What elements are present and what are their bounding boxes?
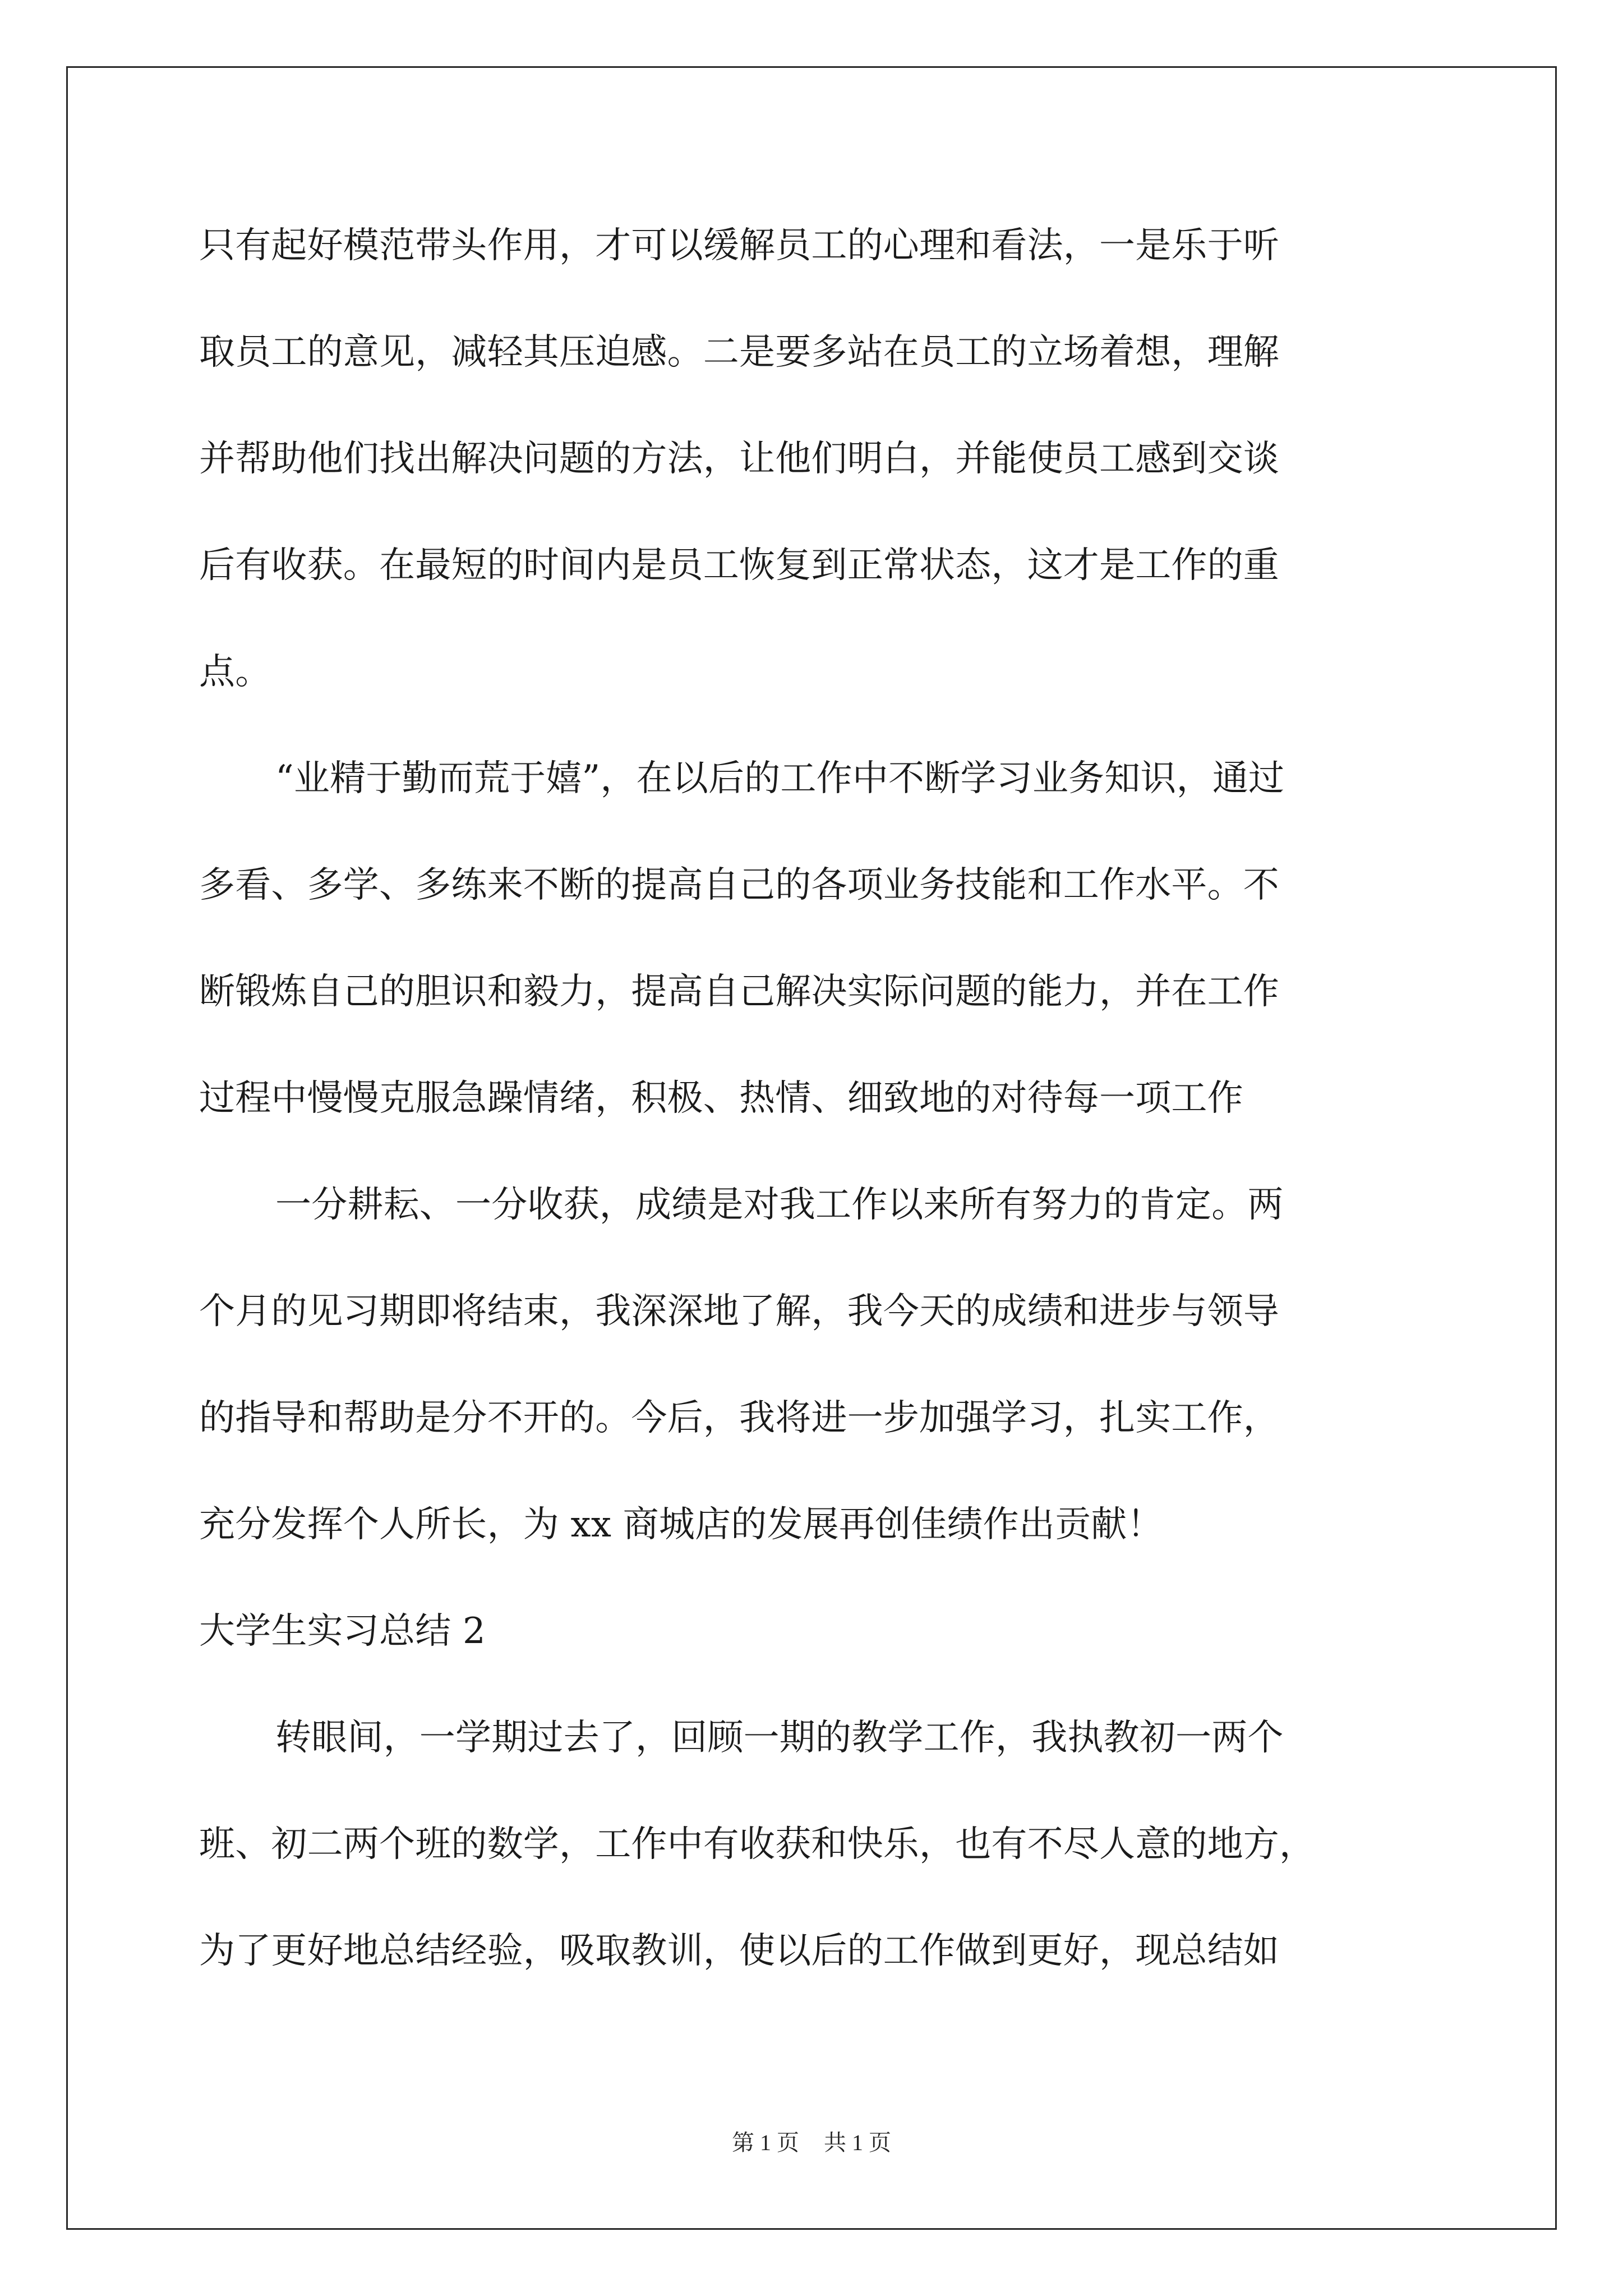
section-heading: 大学生实习总结 2 — [199, 1611, 486, 1652]
paragraph-line: 转眼间，一学期过去了，回顾一期的教学工作，我执教初一两个 — [275, 1717, 1284, 1759]
paragraph-line: 班、初二两个班的数学，工作中有收获和快乐，也有不尽人意的地方， — [199, 1824, 1316, 1865]
page-total: 共 1 页 — [824, 2130, 891, 2155]
paragraph-line: 一分耕耘、一分收获，成绩是对我工作以来所有努力的肯定。两 — [275, 1184, 1284, 1226]
paragraph-line: 多看、多学、多练来不断的提高自己的各项业务技能和工作水平。不 — [199, 864, 1279, 906]
paragraph-line: 为了更好地总结经验，吸取教训，使以后的工作做到更好，现总结如 — [199, 1930, 1279, 1972]
paragraph-line: 点。 — [199, 651, 271, 693]
paragraph-line: 充分发挥个人所长，为 xx 商城店的发展再创佳绩作出贡献！ — [199, 1504, 1163, 1545]
paragraph-line: 的指导和帮助是分不开的。今后，我将进一步加强学习，扎实工作， — [199, 1397, 1279, 1439]
paragraph-line: 并帮助他们找出解决问题的方法，让他们明白，并能使员工感到交谈 — [199, 438, 1279, 480]
document-body — [199, 219, 1433, 2031]
page-footer — [0, 2125, 1623, 2157]
paragraph-line: 后有收获。在最短的时间内是员工恢复到正常状态，这才是工作的重 — [199, 545, 1279, 586]
paragraph-line: 取员工的意见，减轻其压迫感。二是要多站在员工的立场着想，理解 — [199, 332, 1279, 373]
paragraph-line: 个月的见习期即将结束，我深深地了解，我今天的成绩和进步与领导 — [199, 1291, 1279, 1332]
paragraph-line: “业精于勤而荒于嬉”，在以后的工作中不断学习业务知识，通过 — [275, 758, 1285, 799]
paragraph-line: 断锻炼自己的胆识和毅力，提高自己解决实际问题的能力，并在工作 — [199, 971, 1279, 1013]
paragraph-line: 过程中慢慢克服急躁情绪，积极、热情、细致地的对待每一项工作 — [199, 1078, 1243, 1119]
page-number: 第 1 页 — [732, 2130, 799, 2155]
paragraph-line: 只有起好模范带头作用，才可以缓解员工的心理和看法，一是乐于听 — [199, 225, 1279, 266]
